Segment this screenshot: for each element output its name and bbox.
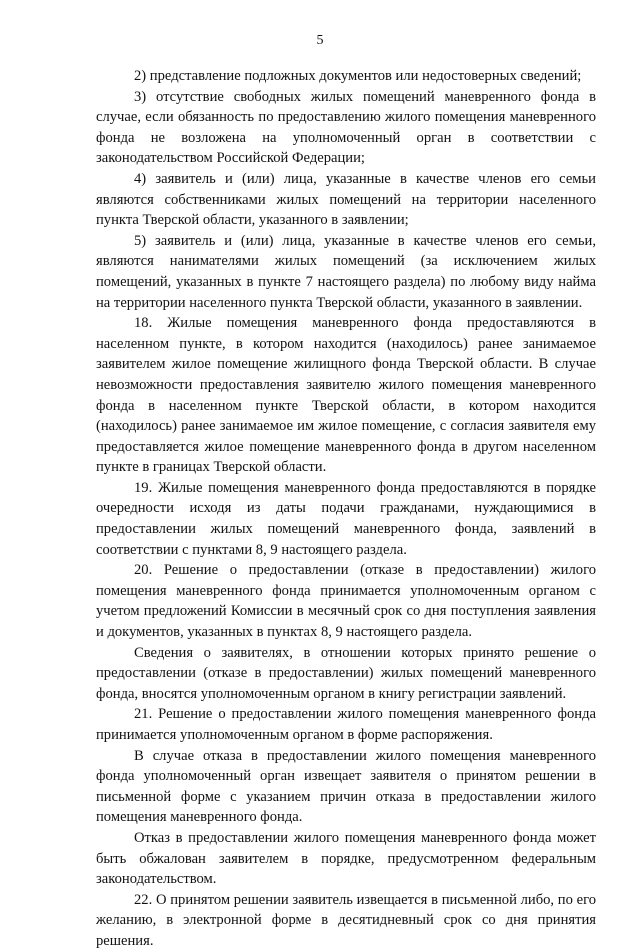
paragraph-item-4: 4) заявитель и (или) лица, указанные в качестве членов его семьи являются собственниками жилых помещений на территории населенного пункта Тверской области, указанного в заявлении;	[96, 170, 596, 229]
paragraph-18: 18. Жилые помещения маневренного фонда предоставляются в населенном пункте, в котором находится (находилось) ранее занимаемое заявителем жилое помещение жилищного фонда Тверской области. В случае невозможности предоставления заявителю жилого помещения маневренного фонда в населенном пункте Тверской области, в котором находится (находилось) ранее занимаемое им жилое помещение, с согласия заявителя ему предоставляется жилое помещение маневренного фонда в другом населенном пункте в границах Тверской области.	[96, 315, 596, 476]
paragraph-22: 22. О принятом решении заявитель извещается в письменной либо, по его желанию, в электронной форме в десятидневный срок со дня принятия решения.	[96, 891, 596, 949]
paragraph-item-5: 5) заявитель и (или) лица, указанные в качестве членов его семьи, являются нанимателями жилых помещений (за исключением жилых помещений, указанных в пункте 7 настоящего раздела) по любому виду найма на территории населенного пункта Тверской области, указанного в заявлении.	[96, 232, 596, 311]
paragraph-19: 19. Жилые помещения маневренного фонда предоставляются в порядке очередности исходя из даты подачи гражданами, нуждающимися в предоставлении жилых помещений маневренного фонда, заявлений в соответствии с пунктами 8, 9 настоящего раздела.	[96, 479, 596, 558]
paragraph-21: 21. Решение о предоставлении жилого помещения маневренного фонда принимается уполномоченным органом в форме распоряжения.	[96, 706, 596, 743]
paragraph-21-appeal: Отказ в предоставлении жилого помещения маневренного фонда может быть обжалован заявителем в порядке, предусмотренном федеральным законодательством.	[96, 829, 596, 888]
document-body	[96, 66, 596, 952]
paragraph-20-applicants-info: Сведения о заявителях, в отношении которых принято решение о предоставлении (отказе в предоставлении) жилых помещений маневренного фонда, вносятся уполномоченным органом в книгу регистрации заявлений.	[96, 644, 596, 702]
paragraph-item-3: 3) отсутствие свободных жилых помещений маневренного фонда в случае, если обязанность по предоставлению жилого помещения маневренного фонда не возложена на уполномоченный орган в соответствии с законодательством Российской Федерации;	[96, 88, 596, 167]
paragraph-item-2: 2) представление подложных документов или недостоверных сведений;	[134, 68, 582, 84]
page-number: 5	[316, 33, 324, 48]
paragraph-20: 20. Решение о предоставлении (отказе в предоставлении) жилого помещения маневренного фонда принимается уполномоченным органом с учетом предложений Комиссии в месячный срок со дня поступления заявления и документов, указанных в пунктах 8, 9 настоящего раздела.	[96, 562, 596, 641]
paragraph-21-refusal-notice: В случае отказа в предоставлении жилого помещения маневренного фонда уполномоченный орган извещает заявителя о принятом решении в письменной форме с указанием причин отказа в предоставлении жилого помещения маневренного фонда.	[96, 747, 596, 826]
